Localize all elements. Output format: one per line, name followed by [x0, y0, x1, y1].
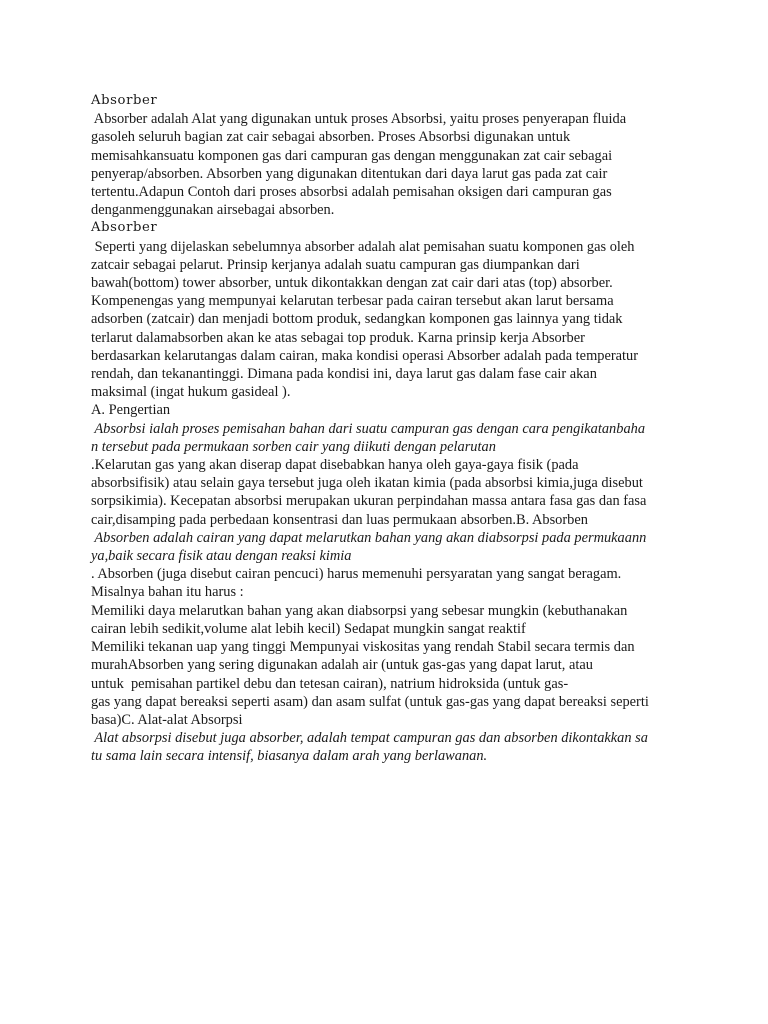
section-heading: Absorber [91, 220, 158, 236]
paragraph-line: bawah(bottom) tower absorber, untuk dikontakkan dengan zat cair dari atas (top) absorber. [91, 275, 613, 292]
paragraph-line: .Kelarutan gas yang akan diserap dapat disebabkan hanya oleh gaya-gaya fisik (pada [91, 457, 579, 474]
paragraph-line: Memiliki tekanan uap yang tinggi Mempunyai viskositas yang rendah Stabil secara termis dan [91, 639, 635, 656]
section-heading: A. Pengertian [91, 402, 171, 419]
paragraph-line: Absorber adalah Alat yang digunakan untuk proses Absorbsi, yaitu proses penyerapan fluida [91, 111, 627, 128]
paragraph-line: Kompenengas yang mempunyai kelarutan terbesar pada cairan tersebut akan larut bersama [91, 293, 614, 310]
paragraph-line: Seperti yang dijelaskan sebelumnya absorber adalah alat pemisahan suatu komponen gas oleh [91, 238, 635, 255]
definition-line: ya,baik secara fisik atau dengan reaksi kimia [91, 548, 352, 565]
paragraph-line: untuk pemisahan partikel debu dan tetesan cairan), natrium hidroksida (untuk gas- [91, 675, 569, 692]
paragraph-line: absorbsifisik) atau selain gaya tersebut juga oleh ikatan kimia (pada absorbsi kimia,juga disebut [91, 475, 643, 492]
section-heading: Absorber [91, 93, 158, 108]
paragraph-line: gas yang dapat bereaksi seperti asam) dan asam sulfat (untuk gas-gas yang dapat bereaksi seperti [91, 693, 649, 710]
paragraph-line: murahAbsorben yang sering digunakan adalah air (untuk gas-gas yang dapat larut, atau [91, 657, 593, 674]
paragraph-line: cair,disamping pada perbedaan konsentrasi dan luas permukaan absorben.B. Absorben [91, 511, 588, 528]
paragraph-line: tertentu.Adapun Contoh dari proses absorbsi adalah pemisahan oksigen dari campuran gas [91, 184, 612, 201]
definition-line: tu sama lain secara intensif, biasanya dalam arah yang berlawanan. [91, 748, 488, 765]
paragraph-line: denganmenggunakan airsebagai absorben. [91, 202, 335, 219]
paragraph-line: zatcair sebagai pelarut. Prinsip kerjanya adalah suatu campuran gas diumpankan dari [91, 256, 580, 273]
definition-line: Alat absorpsi disebut juga absorber, adalah tempat campuran gas dan absorben dikontakkan sa [91, 730, 648, 747]
paragraph-line: adsorben (zatcair) dan menjadi bottom produk, sedangkan komponen gas lainnya yang tidak [91, 311, 623, 328]
paragraph-line: basa)C. Alat-alat Absorpsi [91, 711, 243, 728]
paragraph-line: terlarut dalamabsorben akan ke atas sebagai top produk. Karna prinsip kerja Absorber [91, 329, 585, 346]
paragraph-line: rendah, dan tekanantinggi. Dimana pada kondisi ini, daya larut gas dalam fase cair akan [91, 366, 597, 383]
definition-line: Absorben adalah cairan yang dapat melarutkan bahan yang akan diabsorpsi pada permukaann [91, 529, 647, 546]
paragraph-line: sorpsikimia). Kecepatan absorbsi merupakan ukuran perpindahan massa antara fasa gas dan fasa [91, 493, 647, 510]
paragraph-line: penyerap/absorben. Absorben yang digunakan ditentukan dari daya larut gas pada zat cair [91, 165, 608, 182]
paragraph-line: gasoleh seluruh bagian zat cair sebagai absorben. Proses Absorbsi digunakan untuk [91, 129, 571, 146]
paragraph-line: maksimal (ingat hukum gasideal ). [91, 384, 291, 401]
definition-line: n tersebut pada permukaan sorben cair yang diikuti dengan pelarutan [91, 438, 496, 455]
definition-line: Absorbsi ialah proses pemisahan bahan dari suatu campuran gas dengan cara pengikatanbaha [91, 420, 646, 437]
document-page [91, 92, 683, 766]
paragraph-line: memisahkansuatu komponen gas dari campuran gas dengan menggunakan zat cair sebagai [91, 147, 613, 164]
paragraph-line: . Absorben (juga disebut cairan pencuci) harus memenuhi persyaratan yang sangat beragam. [91, 566, 622, 583]
paragraph-line: Memiliki daya melarutkan bahan yang akan diabsorpsi yang sebesar mungkin (kebuthanakan [91, 602, 628, 619]
paragraph-line: berdasarkan kelarutangas dalam cairan, maka kondisi operasi Absorber adalah pada temperatur [91, 347, 639, 364]
paragraph-line: cairan lebih sedikit,volume alat lebih kecil) Sedapat mungkin sangat reaktif [91, 620, 526, 637]
paragraph-line: Misalnya bahan itu harus : [91, 584, 244, 601]
